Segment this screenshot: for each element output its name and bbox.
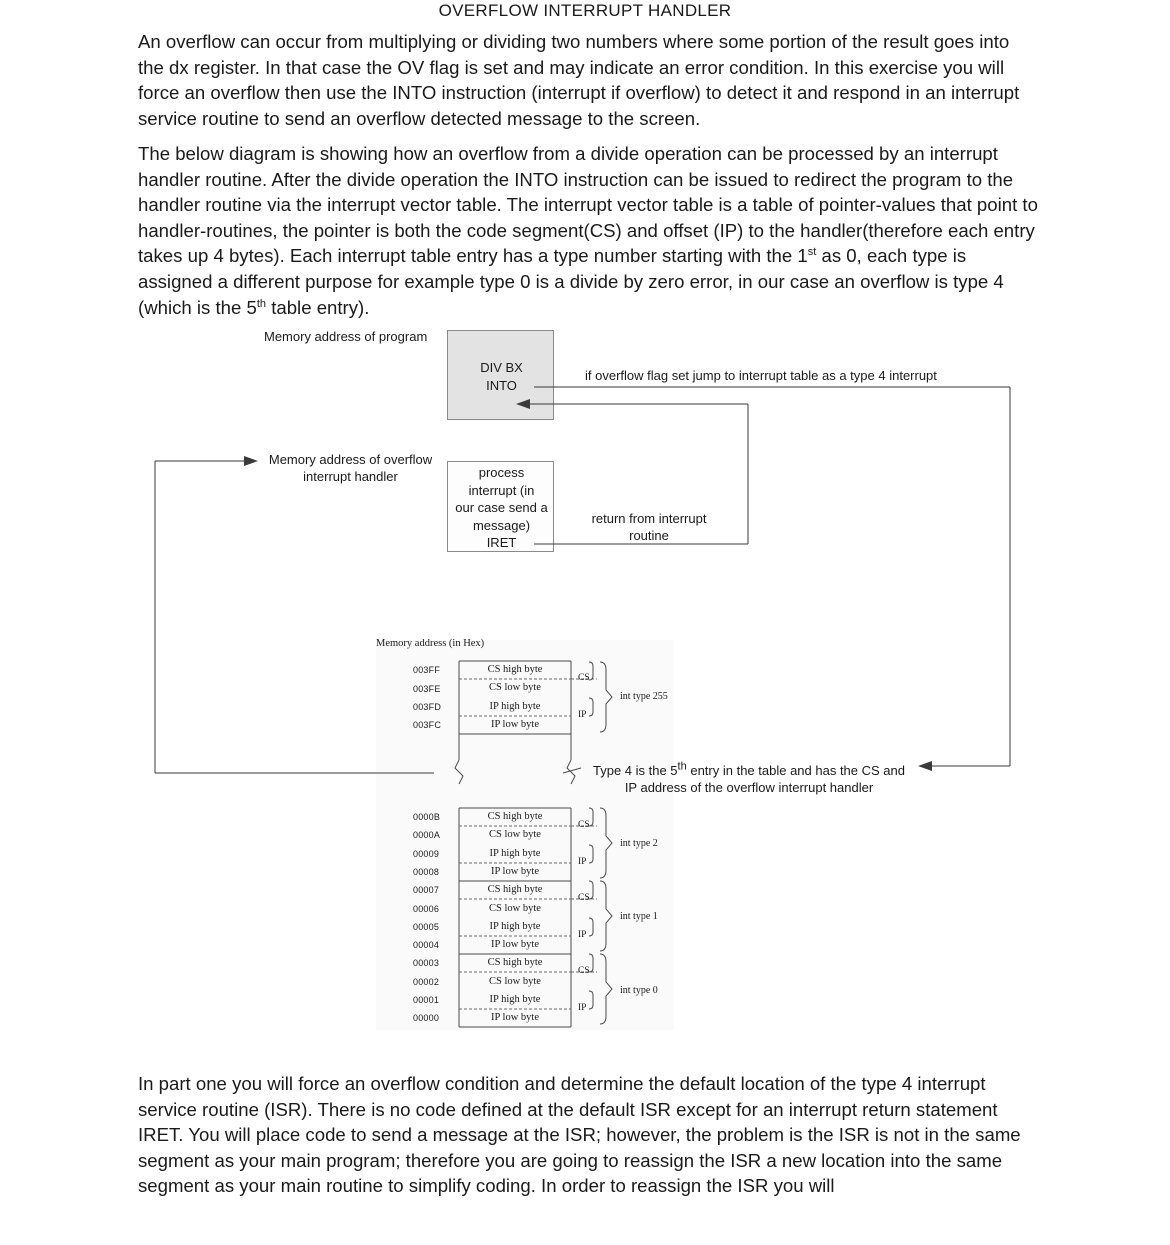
cell-ip-low-255: IP low byte — [490, 719, 540, 730]
cell-ip-high-0: IP high byte — [489, 994, 541, 1005]
addr-00000: 00000 — [413, 1013, 440, 1023]
handler-line-3: our case send a — [455, 500, 548, 515]
type4-note-sup: th — [677, 760, 687, 773]
addr-003FD: 003FD — [413, 702, 442, 712]
cell-cs-high-1: CS high byte — [487, 884, 543, 895]
p2-text-b: as 0, each type is assigned a different purpose for example type 0 is a divide by zero error, in our case an overflow is type 4 (which is the 5 — [138, 245, 1004, 318]
addr-0000A: 0000A — [413, 830, 441, 840]
reg-ip-255: IP — [578, 710, 587, 720]
addr-00004: 00004 — [413, 940, 440, 950]
return-note-line2: routine — [629, 528, 669, 543]
addr-003FE: 003FE — [413, 684, 441, 694]
cell-ip-low-1: IP low byte — [490, 939, 540, 950]
cell-cs-high-0: CS high byte — [487, 957, 543, 968]
overflow-jump-note: if overflow flag set jump to interrupt table as a type 4 interrupt — [585, 368, 937, 383]
type4-note — [589, 762, 909, 796]
handler-line-1: process — [478, 465, 525, 480]
reg-ip-0: IP — [578, 1003, 587, 1013]
addr-003FC: 003FC — [413, 720, 442, 730]
type4-note-text-b: entry in the table and has the CS and — [686, 763, 905, 778]
type4-note-line1 — [589, 762, 909, 779]
addr-00006: 00006 — [413, 904, 440, 914]
addr-0000B: 0000B — [413, 812, 441, 822]
int-type-2-label: int type 2 — [620, 838, 658, 849]
cell-ip-low-0: IP low byte — [490, 1012, 540, 1023]
reg-cs-0: CS — [578, 966, 590, 976]
int-type-0-label: int type 0 — [620, 985, 658, 996]
addr-00007: 00007 — [413, 885, 440, 895]
p2-sup-th: th — [256, 297, 267, 310]
handler-line-4: message) — [472, 518, 531, 533]
page-title: OVERFLOW INTERRUPT HANDLER — [438, 1, 732, 20]
cell-ip-high-2: IP high byte — [489, 848, 541, 859]
cell-cs-low-0: CS low byte — [489, 976, 541, 987]
p2-sup-st: st — [807, 246, 817, 259]
addr-00005: 00005 — [413, 922, 440, 932]
p2-text-a: The below diagram is showing how an overflow from a divide operation can be processed by an interrupt handler routine. After the divide operation the INTO instruction can be issued to redirect the program to the handler routine via the interrupt vector table. The interrupt vector table is a table of pointer-values that point to handler-routines, the pointer is both the code segment(CS) and offset (IP) to the handler(therefore each entry takes up 4 bytes). Each interrupt table entry has a type number starting with the 1 — [138, 143, 1038, 267]
cell-cs-low-255: CS low byte — [489, 682, 541, 693]
reg-ip-1: IP — [578, 930, 587, 940]
cell-ip-low-2: IP low byte — [490, 866, 540, 877]
p2-text-c: table entry). — [266, 296, 370, 318]
cell-cs-high-255: CS high byte — [487, 664, 543, 675]
addr-003FF: 003FF — [413, 665, 441, 675]
addr-00008: 00008 — [413, 867, 440, 877]
addr-00009: 00009 — [413, 849, 440, 859]
int-type-1-label: int type 1 — [620, 911, 658, 922]
cell-ip-high-255: IP high byte — [489, 701, 541, 712]
reg-cs-1: CS — [578, 893, 590, 903]
handler-line-2: interrupt (in — [468, 483, 535, 498]
return-note-line1: return from interrupt — [591, 511, 707, 526]
vector-table-header: Memory address (in Hex) — [376, 638, 485, 649]
int-type-255-label: int type 255 — [620, 691, 668, 702]
addr-00001: 00001 — [413, 995, 440, 1005]
type4-note-text-a: Type 4 is the 5 — [592, 763, 678, 778]
cell-cs-low-2: CS low byte — [489, 829, 541, 840]
cell-ip-high-1: IP high byte — [489, 921, 541, 932]
iret-instruction: IRET — [486, 535, 517, 550]
reg-ip-2: IP — [578, 857, 587, 867]
type4-note-line2: IP address of the overflow interrupt handler — [624, 780, 874, 795]
reg-cs-2: CS — [578, 820, 590, 830]
reg-cs-255: CS — [578, 673, 590, 683]
intro-paragraph: An overflow can occur from multiplying or dividing two numbers where some portion of the result goes into the dx register. In that case the OV flag is set and may indicate an error condition. In this exercise you will force an overflow then use the INTO instruction (interrupt if overflow) to detect it and respond in an interrupt service routine to send an overflow detected message to the screen. — [138, 31, 1020, 129]
into-instruction: INTO — [486, 378, 517, 393]
handler-address-label-line2: interrupt handler — [303, 469, 398, 484]
part-one-paragraph: In part one you will force an overflow condition and determine the default location of the type 4 interrupt service routine (ISR). There is no code defined at the default ISR except for an interrupt return statement IRET. You will place code to send a message at the ISR; however, the problem is the ISR is not in the same segment as your main program; therefore you are going to reassign the ISR a new location into the same segment as your main routine to simplify coding. In order to reassign the ISR you will — [138, 1073, 1021, 1197]
program-address-label: Memory address of program — [264, 329, 428, 344]
handler-address-label-line1: Memory address of overflow — [268, 452, 433, 467]
addr-00003: 00003 — [413, 958, 440, 968]
cell-cs-low-1: CS low byte — [489, 903, 541, 914]
div-bx-instruction: DIV BX — [480, 360, 523, 375]
cell-cs-high-2: CS high byte — [487, 811, 543, 822]
addr-00002: 00002 — [413, 977, 440, 987]
